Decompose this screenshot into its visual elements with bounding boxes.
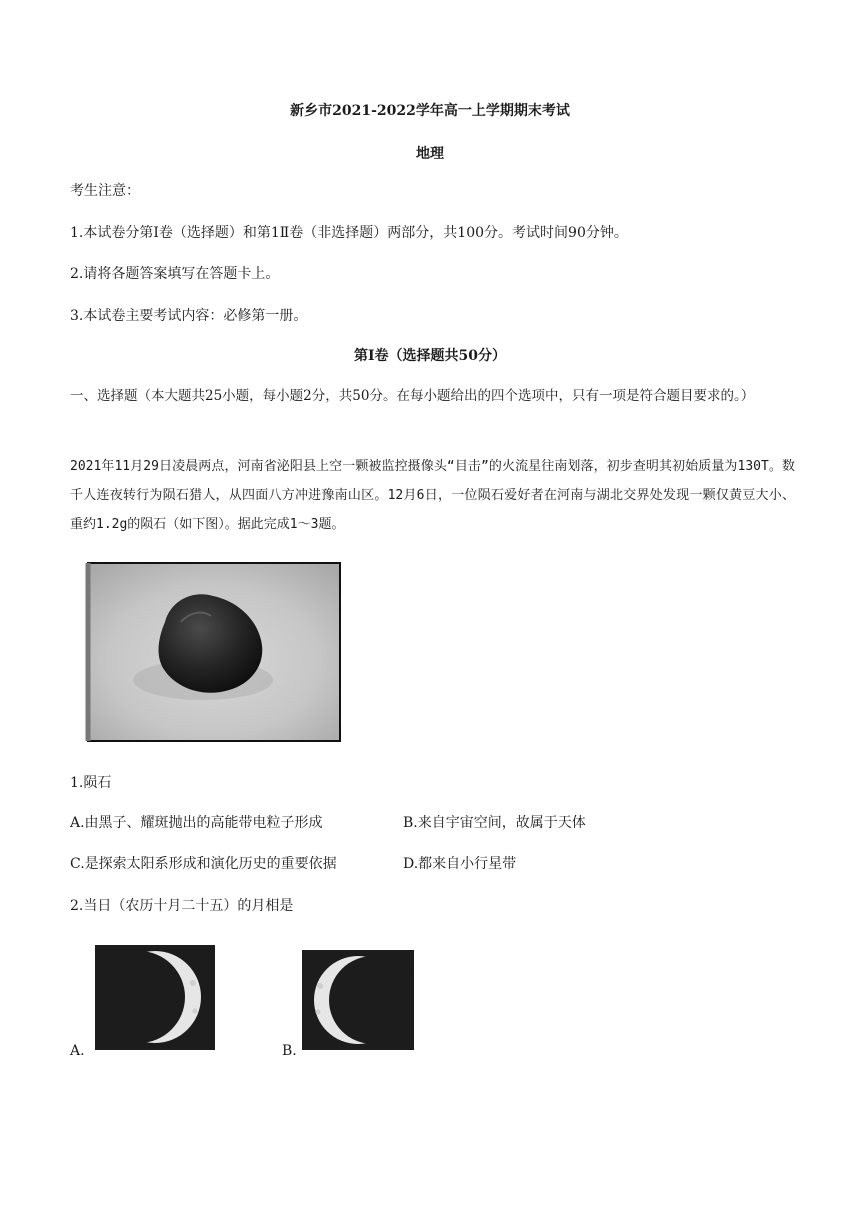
subject-title: 地理 [416,146,444,162]
moon-phase-b-icon [302,950,414,1054]
notice-heading: 考生注意： [70,183,140,199]
option-a[interactable]: A. [70,1043,85,1059]
section-instructions: 一、选择题（本大题共25小题，每小题2分，共50分。在每小题给出的四个选项中，只有一项是符合题目要求的。） [70,388,755,404]
option-d[interactable]: D.都来自小行星带 [403,856,517,872]
notice-item: 1.本试卷分第Ⅰ卷（选择题）和第1Ⅱ卷（非选择题）两部分，共100分。考试时间90分钟。 [70,225,628,241]
option-a[interactable]: A.由黑子、耀斑抛出的高能带电粒子形成 [70,815,323,831]
option-c[interactable]: C.是探索太阳系形成和演化历史的重要依据 [70,856,337,872]
exam-title: 新乡市2021-2022学年高一上学期期末考试 [290,103,570,119]
question-stem: 1.陨石 [70,775,112,791]
option-b[interactable]: B.来自宇宙空间，故属于天体 [403,815,586,831]
notice-item: 3.本试卷主要考试内容：必修第一册。 [70,308,308,324]
question-stem: 2.当日（农历十月二十五）的月相是 [70,898,294,914]
notice-item: 2.请将各题答案填写在答题卡上。 [70,266,280,282]
meteorite-photo [83,560,345,746]
option-b[interactable]: B. [282,1043,297,1059]
passage-text: 2021年11月29日凌晨两点，河南省泌阳县上空一颗被监控摄像头“目击”的火流星往南划落，初步查明其初始质量为130T。数千人连夜转行为陨石猎人，从四面八方冲进豫南山区。12月6日，一位陨石爱好者在河南与湖北交界处发现一颗仅黄豆大小、重约1.2g的陨石（如下图）。据此完成1～3题。 [70,459,795,532]
moon-phase-a-icon [95,945,215,1054]
section-title: 第Ⅰ卷（选择题共50分） [353,348,507,364]
